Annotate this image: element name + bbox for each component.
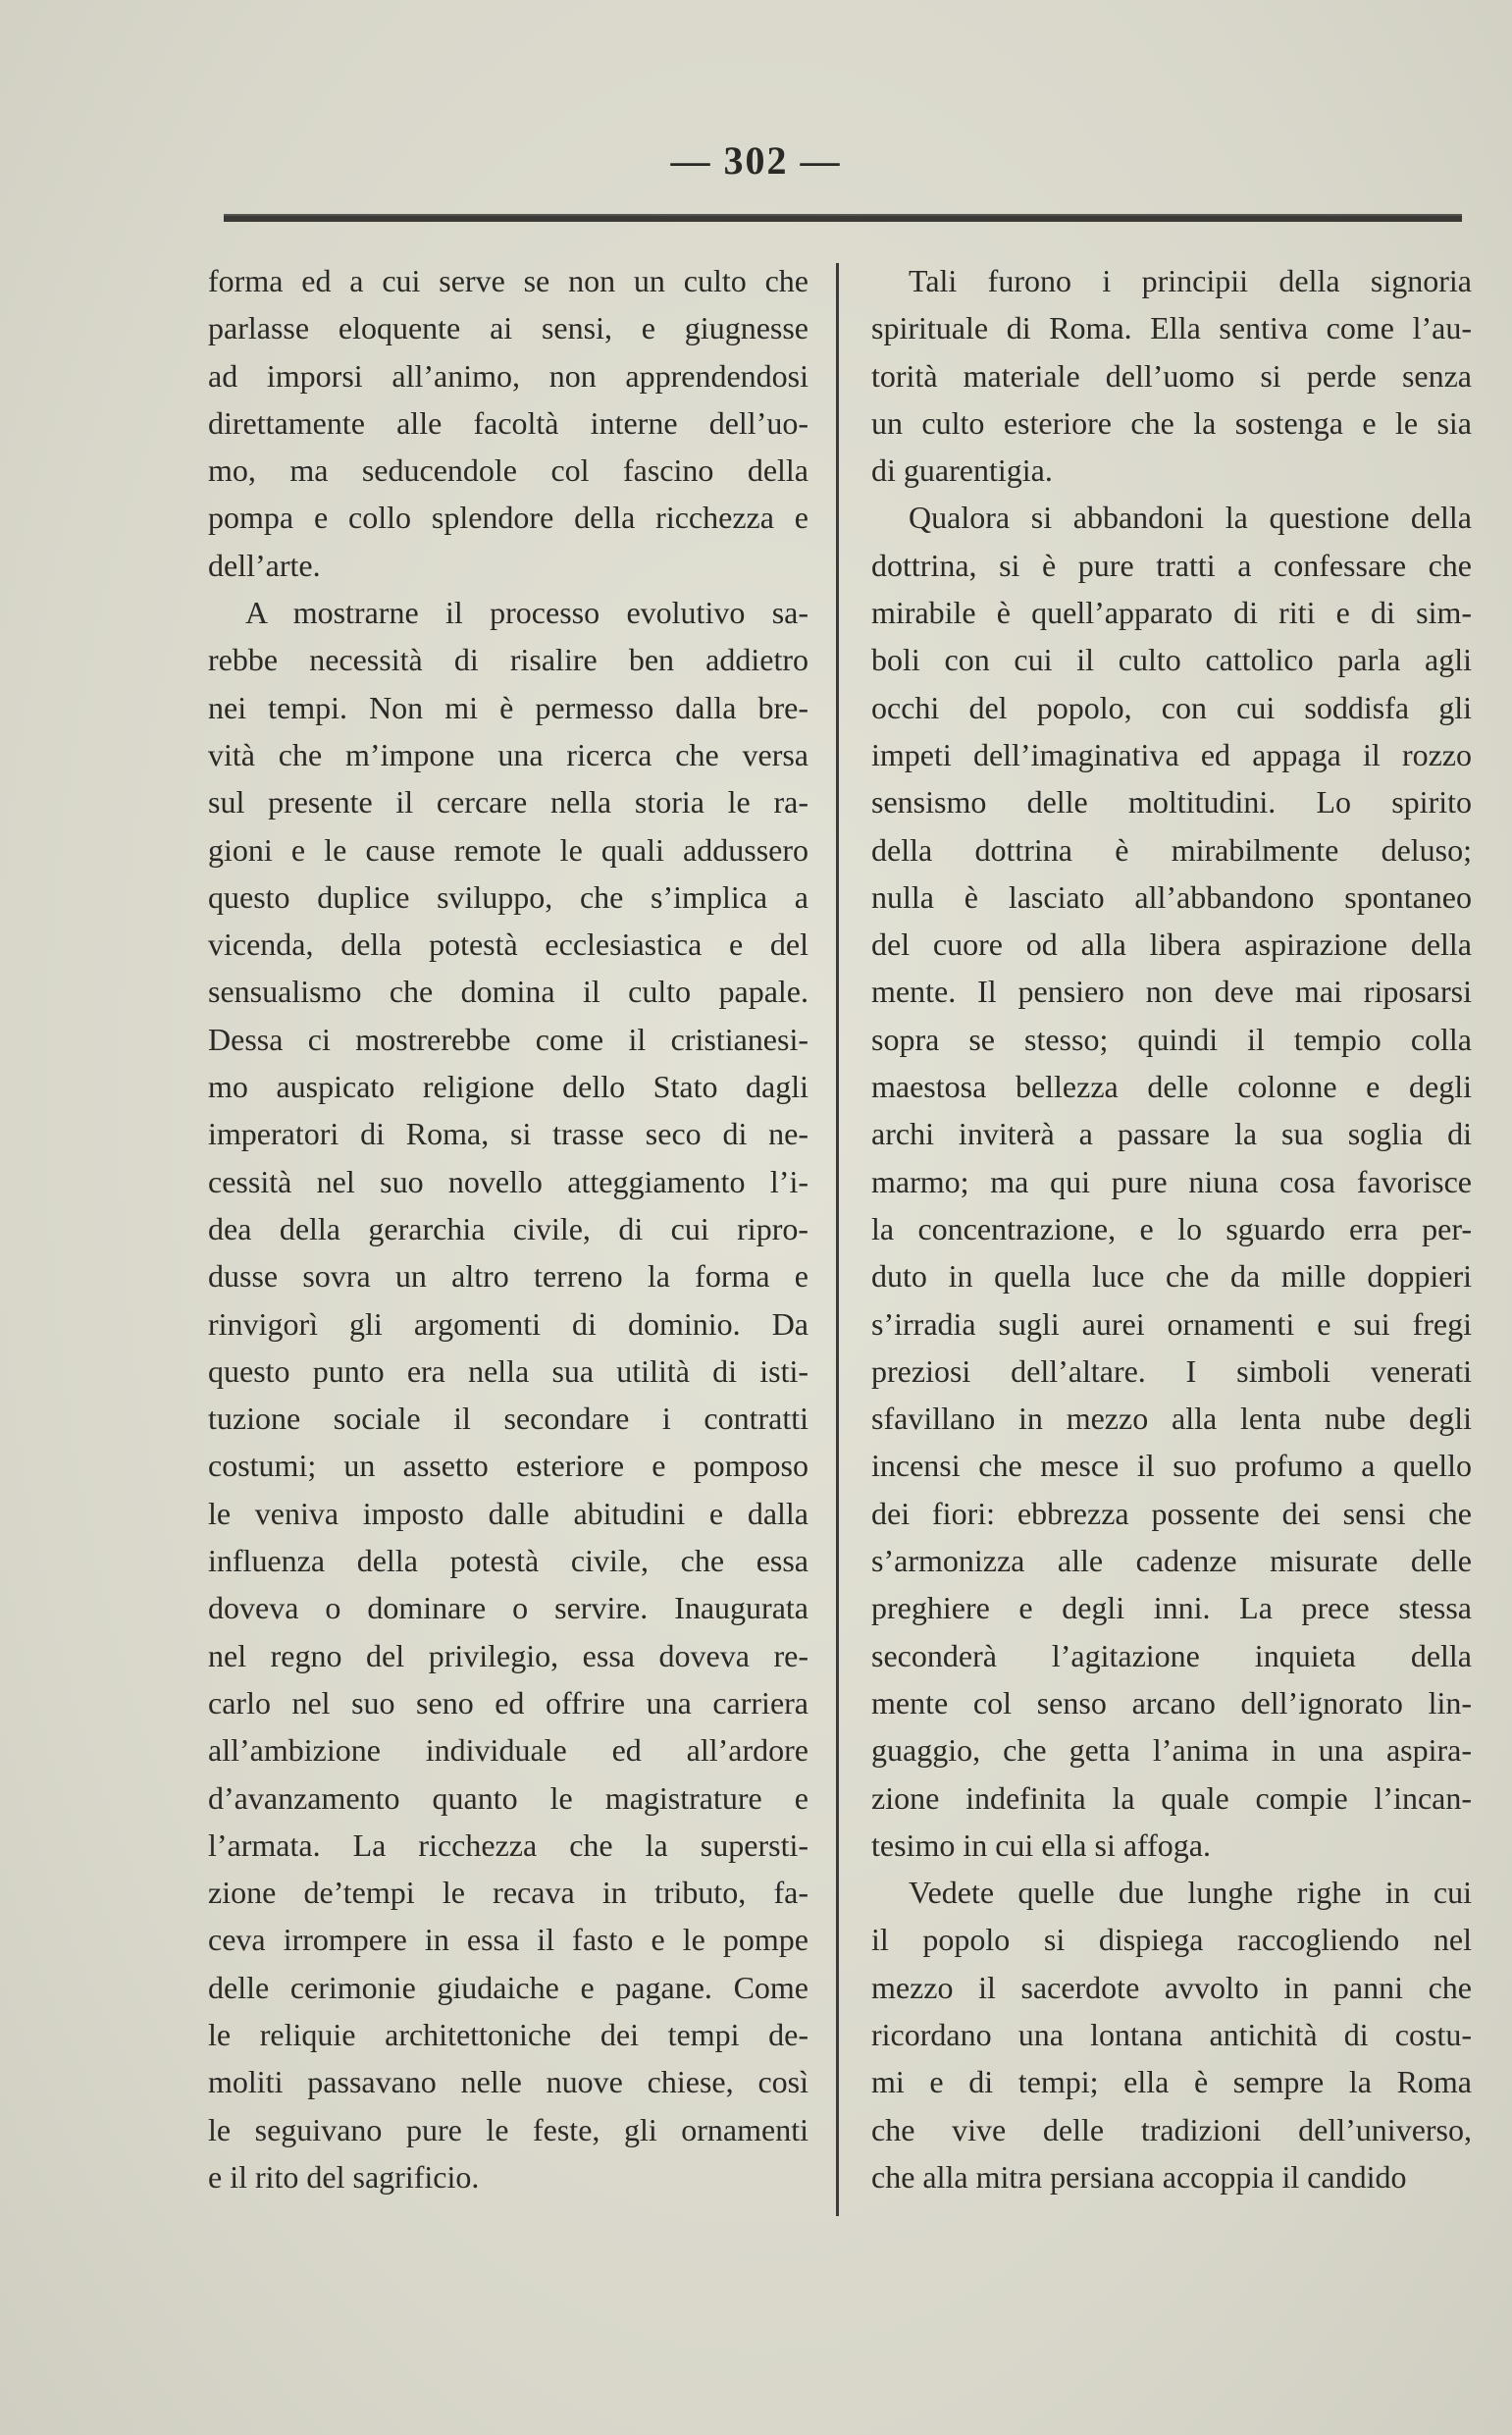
text-line: archi inviterà a passare la sua soglia di — [871, 1116, 1472, 1152]
text-line: zione de’tempi le recava in tributo, fa- — [208, 1875, 808, 1911]
column-divider — [836, 263, 839, 2216]
text-line: nel regno del privilegio, essa doveva re- — [208, 1637, 808, 1673]
text-line: mente col senso arcano dell’ignorato lin- — [871, 1684, 1472, 1720]
text-line: duto in quella luce che da mille doppieri — [871, 1258, 1472, 1295]
text-line: ceva irrompere in essa il fasto e le pompe — [208, 1922, 808, 1958]
text-line: influenza della potestà civile, che essa — [208, 1543, 808, 1579]
text-line: questo punto era nella sua utilità di isti- — [208, 1352, 808, 1389]
text-line: A mostrarne il processo evolutivo sa- — [245, 595, 808, 631]
text-line: dusse sovra un altro terreno la forma e — [208, 1258, 808, 1295]
text-line: sensualismo che domina il culto papale. — [208, 974, 808, 1010]
text-line: mente. Il pensiero non deve mai riposarsi — [871, 974, 1472, 1010]
text-line: questo duplice sviluppo, che s’implica a — [208, 878, 808, 915]
text-line: marmo; ma qui pure niuna cosa favorisce — [871, 1163, 1472, 1199]
text-line: direttamente alle facoltà interne dell’uo- — [208, 404, 808, 441]
text-line: mo auspicato religione dello Stato dagli — [208, 1069, 808, 1105]
text-line: occhi del popolo, con cui soddisfa gli — [871, 689, 1472, 725]
page-number: — 302 — — [670, 138, 842, 183]
text-line: delle cerimonie giudaiche e pagane. Come — [208, 1969, 808, 2005]
text-line: sul presente il cercare nella storia le ra- — [208, 784, 808, 820]
text-line: Dessa ci mostrerebbe come il cristianesi- — [208, 1021, 808, 1057]
text-line: dei fiori: ebbrezza possente dei sensi che — [871, 1495, 1472, 1531]
text-line: e il rito del sagrificio. — [208, 2158, 480, 2195]
text-line: un culto esteriore che la sostenga e le sia — [871, 404, 1472, 441]
text-line: moliti passavano nelle nuove chiese, così — [208, 2064, 808, 2100]
header-rule — [224, 214, 1462, 222]
text-line: ad imporsi all’animo, non apprendendosi — [208, 357, 808, 394]
text-line: di guarentigia. — [871, 452, 1053, 489]
text-line: boli con cui il culto cattolico parla agli — [871, 642, 1472, 678]
text-line: incensi che mesce il suo profumo a quello — [871, 1448, 1472, 1484]
text-line: rebbe necessità di risalire ben addietro — [208, 642, 808, 678]
text-line: zione indefinita la quale compie l’incan- — [871, 1779, 1472, 1816]
text-line: s’armonizza alle cadenze misurate delle — [871, 1543, 1472, 1579]
text-line: le reliquie architettoniche dei tempi de- — [208, 2016, 808, 2052]
text-line: s’irradia sugli aurei ornamenti e sui fregi — [871, 1305, 1472, 1342]
text-line: rinvigorì gli argomenti di dominio. Da — [208, 1305, 808, 1342]
text-line: dottrina, si è pure tratti a confessare che — [871, 547, 1472, 583]
text-line: mo, ma seducendole col fascino della — [208, 452, 808, 489]
text-line: parlasse eloquente ai sensi, e giugnesse — [208, 310, 808, 346]
text-line: sopra se stesso; quindi il tempio colla — [871, 1021, 1472, 1057]
text-line: preghiere e degli inni. La prece stessa — [871, 1590, 1472, 1626]
text-line: l’armata. La ricchezza che la supersti- — [208, 1826, 808, 1863]
right-column — [871, 257, 1472, 2200]
text-line: mirabile è quell’apparato di riti e di sim- — [871, 595, 1472, 631]
text-line: sfavillano in mezzo alla lenta nube degli — [871, 1401, 1472, 1437]
text-line: preziosi dell’altare. I simboli venerati — [871, 1352, 1472, 1389]
text-line: nulla è lasciato all’abbandono spontaneo — [871, 878, 1472, 915]
text-line: sensismo delle moltitudini. Lo spirito — [871, 784, 1472, 820]
text-line: dell’arte. — [208, 547, 321, 583]
text-line: le veniva imposto dalle abitudini e dalla — [208, 1495, 808, 1531]
text-line: il popolo si dispiega raccogliendo nel — [871, 1922, 1472, 1958]
text-line: tuzione sociale il secondare i contratti — [208, 1401, 808, 1437]
text-line: impeti dell’imaginativa ed appaga il rozzo — [871, 736, 1472, 772]
text-line: vità che m’impone una ricerca che versa — [208, 736, 808, 772]
text-line: tesimo in cui ella si affoga. — [871, 1826, 1211, 1863]
text-line: nei tempi. Non mi è permesso dalla bre- — [208, 689, 808, 725]
text-line: torità materiale dell’uomo si perde senza — [871, 357, 1472, 394]
text-line: imperatori di Roma, si trasse seco di ne- — [208, 1116, 808, 1152]
text-line: Qualora si abbandoni la questione della — [909, 500, 1472, 536]
text-line: doveva o dominare o servire. Inaugurata — [208, 1590, 808, 1626]
text-line: cessità nel suo novello atteggiamento l’i- — [208, 1163, 808, 1199]
text-line: guaggio, che getta l’anima in una aspira- — [871, 1732, 1472, 1769]
text-line: pompa e collo splendore della ricchezza e — [208, 500, 808, 536]
text-line: le seguivano pure le feste, gli ornamenti — [208, 2111, 808, 2147]
text-line: maestosa bellezza delle colonne e degli — [871, 1069, 1472, 1105]
text-line: del cuore od alla libera aspirazione della — [871, 926, 1472, 963]
text-line: seconderà l’agitazione inquieta della — [871, 1637, 1472, 1673]
text-line: vicenda, della potestà ecclesiastica e del — [208, 926, 808, 963]
text-line: d’avanzamento quanto le magistrature e — [208, 1779, 808, 1816]
text-line: della dottrina è mirabilmente deluso; — [871, 831, 1472, 868]
text-line: forma ed a cui serve se non un culto che — [208, 263, 808, 298]
text-line: che alla mitra persiana accoppia il candido — [871, 2158, 1407, 2195]
left-column — [208, 257, 808, 2200]
text-line: mezzo il sacerdote avvolto in panni che — [871, 1969, 1472, 2005]
text-line: gioni e le cause remote le quali addussero — [208, 831, 808, 868]
text-line: spirituale di Roma. Ella sentiva come l’au- — [871, 310, 1472, 346]
text-line: la concentrazione, e lo sguardo erra per- — [871, 1210, 1472, 1246]
text-line: mi e di tempi; ella è sempre la Roma — [871, 2064, 1472, 2100]
text-line: Tali furono i principii della signoria — [909, 263, 1472, 298]
text-line: dea della gerarchia civile, di cui ripro- — [208, 1210, 808, 1246]
text-line: all’ambizione individuale ed all’ardore — [208, 1732, 808, 1769]
text-line: ricordano una lontana antichità di costu- — [871, 2016, 1472, 2052]
text-line: costumi; un assetto esteriore e pomposo — [208, 1448, 808, 1484]
text-line: carlo nel suo seno ed offrire una carriera — [208, 1684, 808, 1720]
text-line: che vive delle tradizioni dell’universo, — [871, 2111, 1472, 2147]
text-line: Vedete quelle due lunghe righe in cui — [909, 1875, 1472, 1911]
